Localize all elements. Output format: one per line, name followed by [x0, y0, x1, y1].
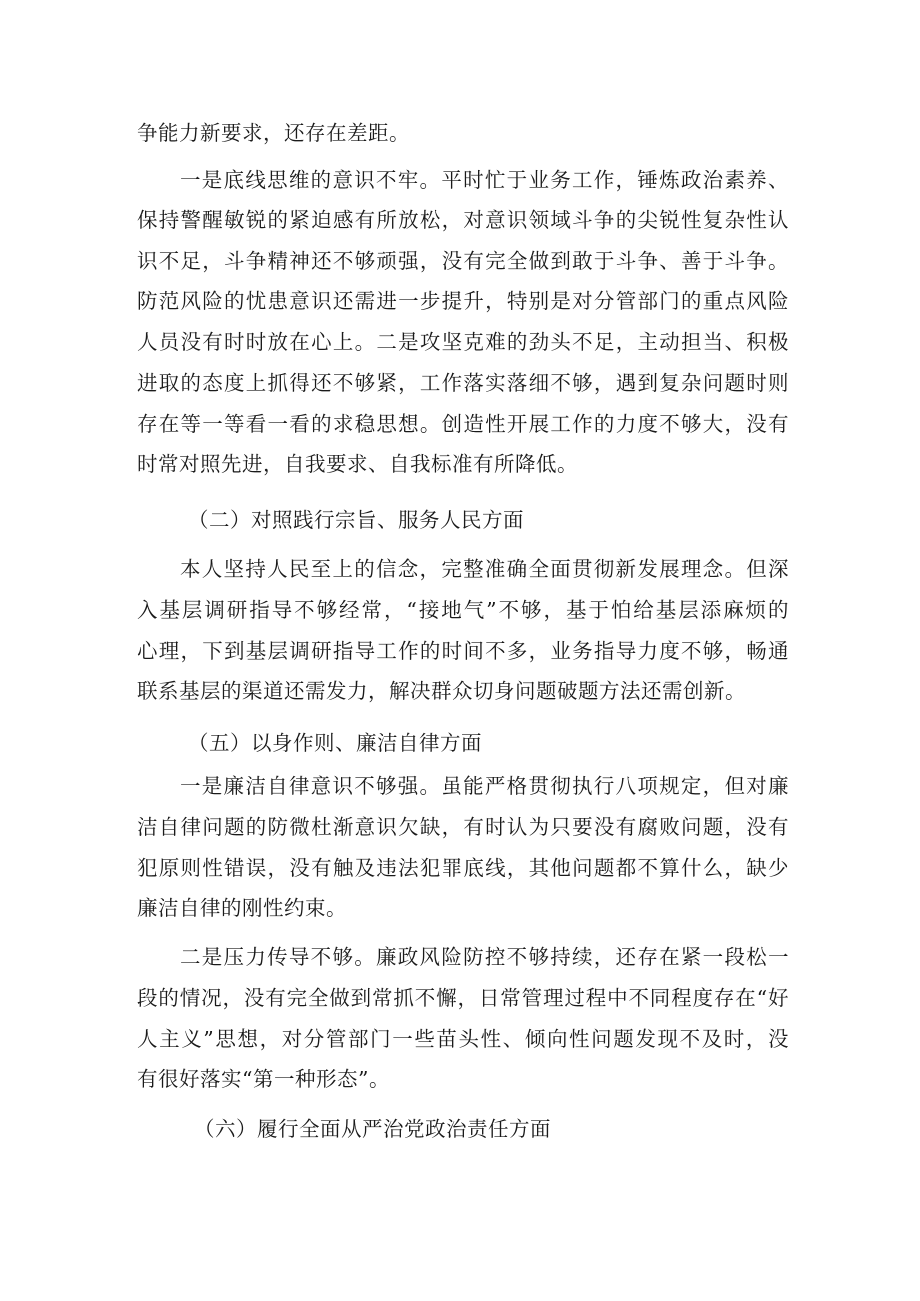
body-text-line: 洁自律问题的防微杜渐意识欠缺，有时认为只要没有腐败问题，没有 [137, 815, 789, 839]
body-text-line: 争能力新要求，还存在差距。 [137, 121, 410, 145]
paragraph-first-line: 一是底线思维的意识不牢。平时忙于业务工作，锤炼政治素养、 [180, 168, 789, 192]
body-text-line: 心理，下到基层调研指导工作的时间不多，业务指导力度不够，畅通 [137, 639, 789, 663]
body-text-line: 段的情况，没有完全做到常抓不懈，日常管理过程中不同程度存在“好 [137, 986, 789, 1010]
section-heading: （五）以身作则、廉洁自律方面 [188, 731, 482, 755]
body-text-line: 廉洁自律的刚性约束。 [137, 896, 347, 920]
paragraph-first-line: 一是廉洁自律意识不够强。虽能严格贯彻执行八项规定，但对廉 [180, 774, 789, 798]
body-text-line: 联系基层的渠道还需发力，解决群众切身问题破题方法还需创新。 [137, 679, 746, 703]
body-text-line: 犯原则性错误，没有触及违法犯罪底线，其他问题都不算什么，缺少 [137, 856, 789, 880]
body-text-line: 保持警醒敏锐的紧迫感有所放松，对意识领域斗争的尖锐性复杂性认 [137, 208, 789, 232]
body-text-line: 人员没有时时放在心上。二是攻坚克难的劲头不足，主动担当、积极 [137, 330, 789, 354]
paragraph-first-line: 二是压力传导不够。廉政风险防控不够持续，还存在紧一段松一 [180, 945, 789, 969]
body-text-line: 时常对照先进，自我要求、自我标准有所降低。 [137, 452, 578, 476]
body-text-line: 识不足，斗争精神还不够顽强，没有完全做到敢于斗争、善于斗争。 [137, 249, 789, 273]
body-text-line: 防范风险的忧患意识还需进一步提升，特别是对分管部门的重点风险 [137, 289, 789, 313]
body-text-line: 有很好落实“第一种形态”。 [137, 1067, 390, 1091]
section-heading: （六）履行全面从严治党政治责任方面 [194, 1117, 551, 1141]
body-text-line: 入基层调研指导不够经常，“接地气”不够，基于怕给基层添麻烦的 [137, 598, 789, 622]
section-heading: （二）对照践行宗旨、服务人民方面 [188, 508, 524, 532]
body-text-line: 人主义”思想，对分管部门一些苗头性、倾向性问题发现不及时，没 [137, 1027, 789, 1051]
body-text-line: 进取的态度上抓得还不够紧，工作落实落细不够，遇到复杂问题时则 [137, 371, 789, 395]
body-text-line: 存在等一等看一看的求稳思想。创造性开展工作的力度不够大，没有 [137, 412, 789, 436]
paragraph-first-line: 本人坚持人民至上的信念，完整准确全面贯彻新发展理念。但深 [180, 557, 789, 581]
